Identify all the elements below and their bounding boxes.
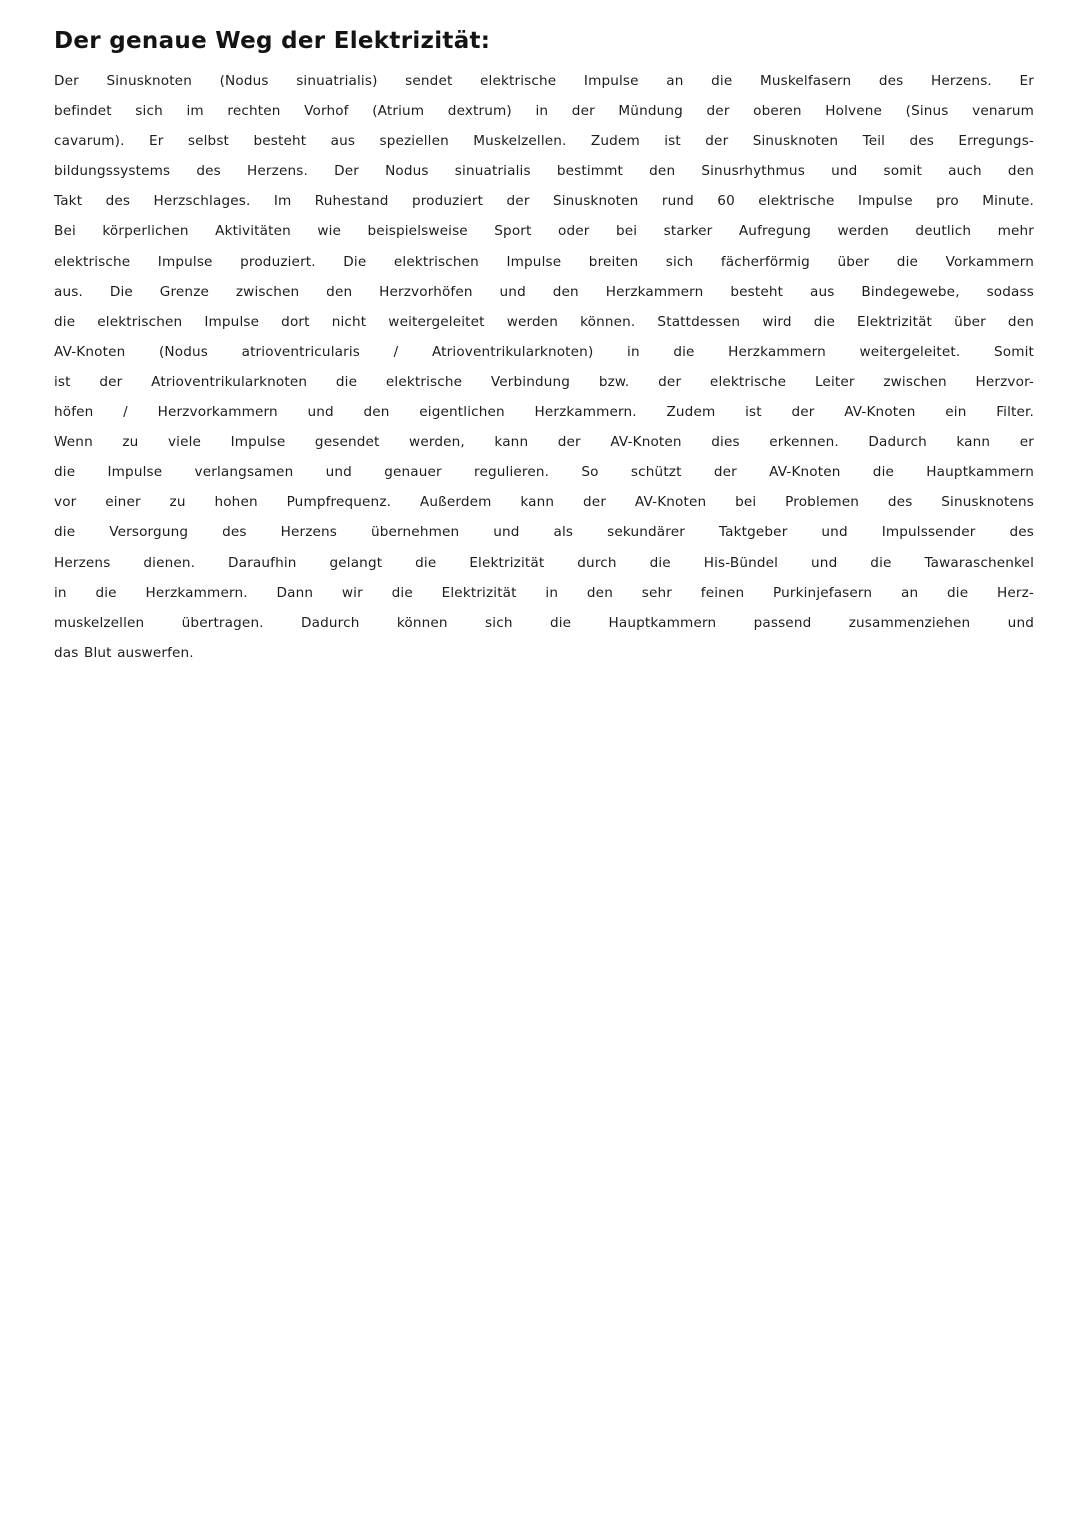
text-line: Takt des Herzschlages. Im Ruhestand produziert der Sinusknoten rund 60 elektrische Impulse pro Minute.: [54, 193, 1034, 210]
page-title: Der genaue Weg der Elektrizität:: [54, 28, 491, 54]
text-line: befindet sich im rechten Vorhof (Atrium dextrum) in der Mündung der oberen Holvene (Sinus venarum: [54, 103, 1034, 120]
text-line: das Blut auswerfen.: [54, 644, 194, 661]
text-line: elektrische Impulse produziert. Die elektrischen Impulse breiten sich fächerförmig über die Vorkammern: [54, 253, 1034, 270]
text-line: ist der Atrioventrikularknoten die elektrische Verbindung bzw. der elektrische Leiter zwischen Herzvor-: [54, 373, 1034, 390]
text-line: Bei körperlichen Aktivitäten wie beispielsweise Sport oder bei starker Aufregung werden deutlich mehr: [54, 223, 1034, 240]
text-line: muskelzellen übertragen. Dadurch können sich die Hauptkammern passend zusammenziehen und: [54, 614, 1034, 631]
text-line: Der Sinusknoten (Nodus sinuatrialis) sendet elektrische Impulse an die Muskelfasern des Herzens. Er: [54, 73, 1034, 89]
text-line: AV-Knoten (Nodus atrioventricularis / Atrioventrikularknoten) in die Herzkammern weitergeleitet. Somit: [54, 343, 1034, 360]
note-body: [54, 66, 1034, 668]
text-line: bildungssystems des Herzens. Der Nodus sinuatrialis bestimmt den Sinusrhythmus und somit auch den: [54, 163, 1034, 180]
text-line: höfen / Herzvorkammern und den eigentlichen Herzkammern. Zudem ist der AV-Knoten ein Filter.: [54, 404, 1034, 421]
text-line: die Impulse verlangsamen und genauer regulieren. So schützt der AV-Knoten die Hauptkammern: [54, 464, 1034, 481]
text-line: die Versorgung des Herzens übernehmen und als sekundärer Taktgeber und Impulssender des: [54, 524, 1034, 541]
text-line: cavarum). Er selbst besteht aus speziellen Muskelzellen. Zudem ist der Sinusknoten Teil des Erregungs-: [54, 133, 1034, 150]
text-line: in die Herzkammern. Dann wir die Elektrizität in den sehr feinen Purkinjefasern an die Herz-: [54, 584, 1034, 601]
text-line: aus. Die Grenze zwischen den Herzvorhöfen und den Herzkammern besteht aus Bindegewebe, sodass: [54, 283, 1034, 300]
text-line: die elektrischen Impulse dort nicht weitergeleitet werden können. Stattdessen wird die Elektrizität über den: [54, 313, 1034, 330]
text-line: Herzens dienen. Daraufhin gelangt die Elektrizität durch die His-Bündel und die Tawaraschenkel: [54, 554, 1034, 571]
text-line: Wenn zu viele Impulse gesendet werden, kann der AV-Knoten dies erkennen. Dadurch kann er: [54, 434, 1034, 451]
text-line: vor einer zu hohen Pumpfrequenz. Außerdem kann der AV-Knoten bei Problemen des Sinusknotens: [54, 494, 1034, 511]
